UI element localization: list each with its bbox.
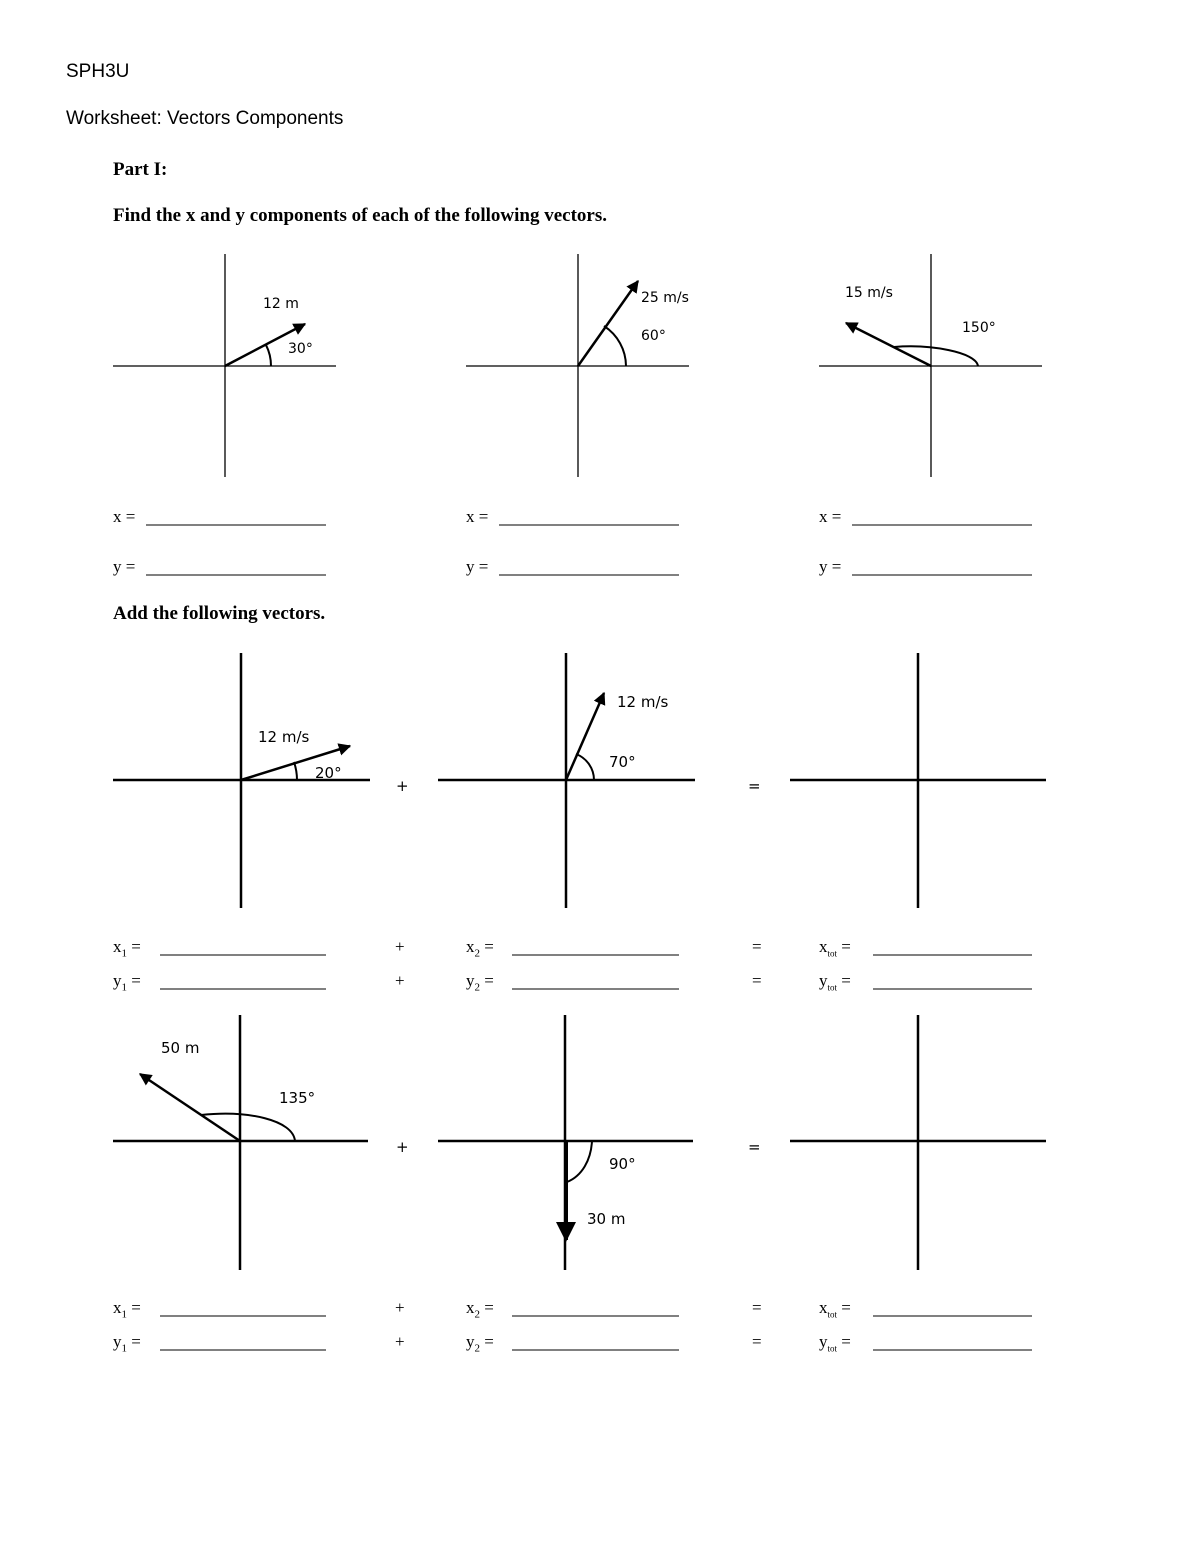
plus-sign: +	[395, 937, 405, 956]
y1-label: $y_1$ =	[113, 1332, 141, 1355]
magnitude-label: 12 m/s	[258, 728, 310, 746]
y-label: y =	[113, 557, 136, 576]
y2-label: $y_2$ =	[466, 1332, 494, 1355]
angle-arc	[266, 345, 271, 366]
angle-arc	[201, 1114, 295, 1141]
equals-sign: =	[752, 1332, 762, 1351]
angle-label: 90°	[609, 1155, 636, 1173]
equals-sign: =	[752, 971, 762, 990]
angle-arc	[604, 326, 626, 366]
vector-arrow	[566, 693, 604, 780]
magnitude-label: 50 m	[161, 1039, 200, 1057]
problem2-answer-lines	[160, 1316, 1032, 1350]
x-label: x =	[466, 507, 489, 526]
equals-sign: =	[752, 1298, 762, 1317]
magnitude-label: 12 m/s	[617, 693, 669, 711]
vector-diagram-2	[466, 254, 689, 477]
vector-arrow	[846, 323, 931, 366]
angle-label: 150°	[962, 320, 996, 336]
plus-sign: +	[396, 777, 409, 795]
vector-diagram-1	[113, 254, 336, 477]
y1-label: $y_1$ =	[113, 971, 141, 994]
vector-arrow	[140, 1074, 240, 1141]
magnitude-label: 12 m	[263, 296, 299, 312]
worksheet-title: Worksheet: Vectors Components	[66, 108, 344, 129]
angle-arc	[294, 762, 297, 780]
y-label: y =	[466, 557, 489, 576]
x1-label: $x_1$ =	[113, 1298, 141, 1321]
x-label: x =	[113, 507, 136, 526]
x2-label: $x_2$ =	[466, 1298, 494, 1321]
x1-label: $x_1$ =	[113, 937, 141, 960]
ytot-label: $y_{tot}$ =	[819, 971, 851, 993]
angle-label: 135°	[279, 1089, 316, 1107]
angle-label: 30°	[288, 341, 313, 357]
magnitude-label: 30 m	[587, 1210, 626, 1228]
equals-sign: =	[748, 1138, 761, 1156]
equals-sign: =	[752, 937, 762, 956]
magnitude-label: 15 m/s	[845, 285, 893, 301]
y2-label: $y_2$ =	[466, 971, 494, 994]
angle-label: 20°	[315, 764, 342, 782]
plus-sign: +	[395, 1298, 405, 1317]
ytot-label: $y_{tot}$ =	[819, 1332, 851, 1354]
angle-label: 70°	[609, 753, 636, 771]
plus-sign: +	[395, 1332, 405, 1351]
x2-label: $x_2$ =	[466, 937, 494, 960]
x-label: x =	[819, 507, 842, 526]
part-heading: Part I:	[113, 159, 168, 180]
angle-label: 60°	[641, 328, 666, 344]
xtot-label: $x_{tot}$ =	[819, 1298, 851, 1320]
angle-arc	[894, 346, 978, 366]
plus-sign: +	[395, 971, 405, 990]
course-code: SPH3U	[66, 61, 130, 82]
y-label: y =	[819, 557, 842, 576]
magnitude-label: 25 m/s	[641, 290, 689, 306]
equals-sign: =	[748, 777, 761, 795]
part1-instruction: Find the x and y components of each of the following vectors.	[113, 205, 607, 226]
vector-diagram-3	[819, 254, 1042, 477]
addition-problem-2	[113, 1015, 1046, 1270]
xtot-label: $x_{tot}$ =	[819, 937, 851, 959]
part1-answer-lines	[146, 525, 1032, 575]
problem1-answer-lines	[160, 955, 1032, 989]
plus-sign: +	[396, 1138, 409, 1156]
vector-arrow	[578, 281, 638, 366]
part2-instruction: Add the following vectors.	[113, 603, 326, 624]
addition-problem-1	[113, 653, 1046, 908]
angle-arc	[576, 754, 594, 780]
angle-arc	[567, 1141, 592, 1182]
